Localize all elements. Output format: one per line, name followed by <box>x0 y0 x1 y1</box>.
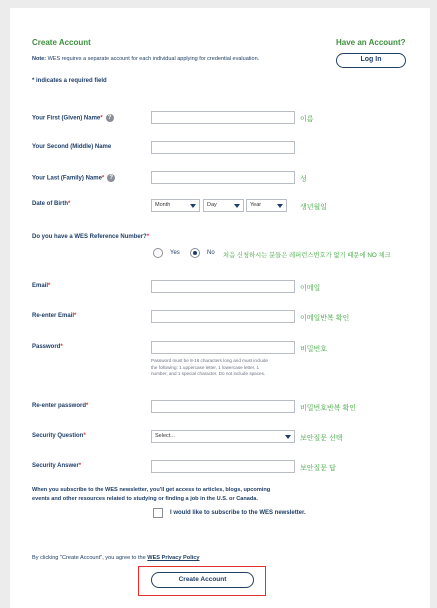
newsletter-checkbox[interactable] <box>153 508 163 518</box>
have-account-heading: Have an Account? <box>336 38 406 47</box>
dob-label: Date of Birth* <box>32 201 71 207</box>
password-input[interactable] <box>151 341 295 354</box>
wes-ref-label: Do you have a WES Reference Number?* <box>32 234 150 240</box>
last-name-korean-note: 성 <box>300 176 307 183</box>
note-text: WES requires a separate account for each individual applying for credential evaluation. <box>47 56 260 62</box>
reemail-korean-note: 이메일반복 확인 <box>300 315 350 322</box>
email-label: Email* <box>32 283 51 289</box>
reemail-input[interactable] <box>151 310 295 323</box>
dob-korean-note: 생년월일 <box>300 204 328 211</box>
second-name-label: Your Second (Middle) Name <box>32 144 112 150</box>
note <box>32 56 259 62</box>
chevron-down-icon <box>190 204 196 208</box>
first-name-korean-note: 이름 <box>300 116 314 123</box>
password-hint: Password must be 8-16 characters long and must include the following: 1 uppercase letter, 1 lowercase letter, 1 number, and 1 special character. Do not include spaces. <box>151 358 268 376</box>
page-title: Create Account <box>32 38 91 47</box>
first-name-input[interactable] <box>151 111 295 124</box>
chevron-down-icon <box>285 435 291 439</box>
create-account-button[interactable]: Create Account <box>151 572 254 588</box>
security-answer-input[interactable] <box>151 460 295 473</box>
form-card <box>10 8 430 608</box>
email-input[interactable] <box>151 280 295 293</box>
reemail-label: Re-enter Email* <box>32 313 77 319</box>
last-name-label: Your Last (Family) Name* ? <box>32 174 115 182</box>
chevron-down-icon <box>277 204 283 208</box>
email-korean-note: 이메일 <box>300 285 321 292</box>
repassword-korean-note: 비밀번호반복 확인 <box>300 405 357 412</box>
security-answer-label: Security Answer* <box>32 463 82 469</box>
first-name-label: Your First (Given) Name* ? <box>32 114 114 122</box>
security-question-label: Security Question* <box>32 433 86 439</box>
security-answer-korean-note: 보안질문 답 <box>300 465 336 472</box>
help-icon[interactable]: ? <box>106 114 114 122</box>
repassword-input[interactable] <box>151 400 295 413</box>
wes-ref-no-label: No <box>207 250 215 256</box>
note-label: Note: <box>32 56 47 62</box>
chevron-down-icon <box>234 204 240 208</box>
login-button[interactable]: Log In <box>336 53 406 68</box>
repassword-label: Re-enter password* <box>32 403 89 409</box>
password-label: Password* <box>32 344 63 350</box>
newsletter-text: When you subscribe to the WES newsletter, you'll get access to articles, blogs, upcoming events and other resources related to studying or finding a job in the U.S. or Canada. <box>32 487 271 502</box>
security-question-select[interactable]: Select... <box>151 430 295 443</box>
wes-ref-korean-note: 처음 신청하시는 분들은 레퍼런스번호가 없기 때문에 NO 체크 <box>223 252 391 259</box>
password-korean-note: 비밀번호 <box>300 346 328 353</box>
newsletter-checkbox-label: I would like to subscribe to the WES newsletter. <box>170 510 306 516</box>
dob-year-select[interactable]: Year <box>246 199 287 212</box>
wes-ref-yes-label: Yes <box>170 250 180 256</box>
second-name-input[interactable] <box>151 141 295 154</box>
required-note: * indicates a required field <box>32 78 107 84</box>
wes-ref-no-radio[interactable] <box>190 248 200 258</box>
dob-day-select[interactable]: Day <box>203 199 244 212</box>
privacy-policy-link[interactable]: WES Privacy Policy <box>147 555 200 561</box>
last-name-input[interactable] <box>151 171 295 184</box>
security-question-korean-note: 보안질문 선택 <box>300 435 343 442</box>
wes-ref-yes-radio[interactable] <box>153 248 163 258</box>
dob-month-select[interactable]: Month <box>151 199 200 212</box>
help-icon[interactable]: ? <box>107 174 115 182</box>
agree-text: By clicking "Create Account", you agree to the WES Privacy Policy <box>32 555 200 561</box>
